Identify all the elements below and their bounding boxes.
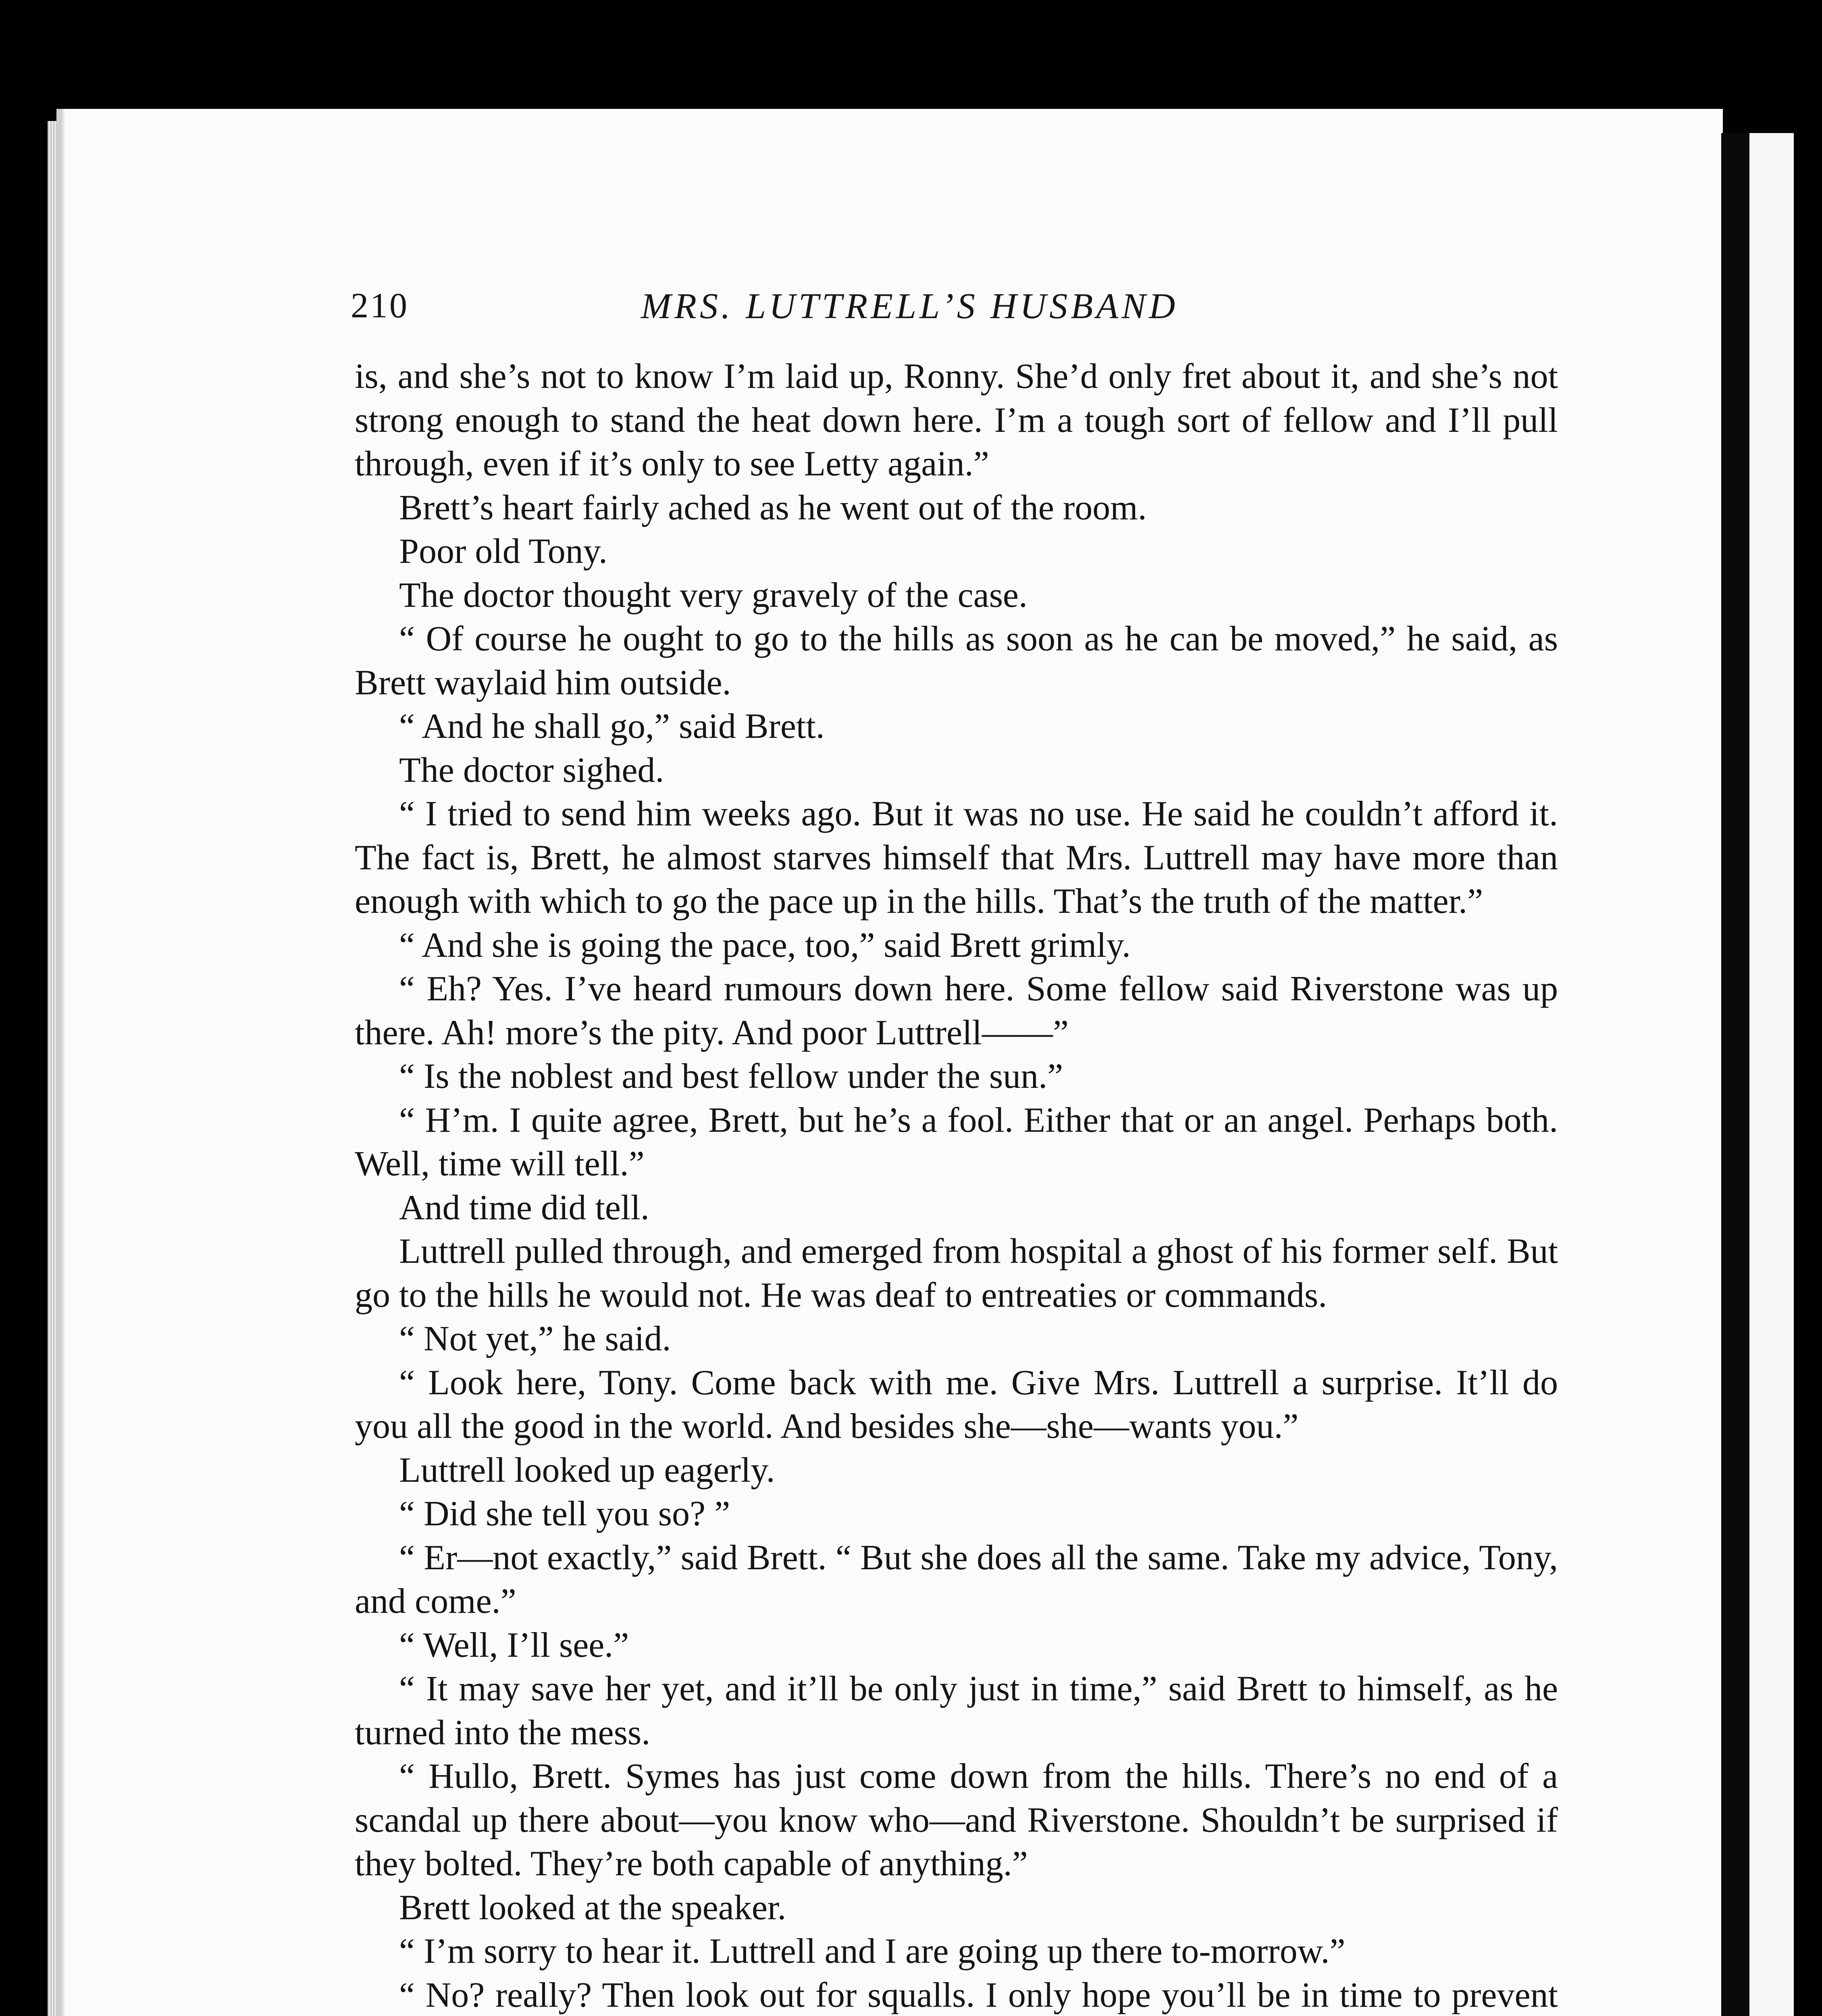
- paragraph: “ H’m. I quite agree, Brett, but he’s a fool. Either that or an angel. Perhaps both. Well, time will tell.”: [355, 1100, 1558, 1183]
- paragraph: “ Hullo, Brett. Symes has just come down from the hills. There’s no end of a scandal up there about—you know who—and Riverstone. Shouldn’t be surprised if they bolted. They’re both capable of anything.”: [355, 1757, 1558, 1883]
- paragraph: is, and she’s not to know I’m laid up, Ronny. She’d only fret about it, and she’s not strong enough to stand the heat down here. I’m a tough sort of fellow and I’ll pull through, even if it’s only to see Letty again.”: [355, 357, 1558, 483]
- paragraph: The doctor thought very gravely of the case.: [399, 575, 1027, 615]
- paragraph: “ No? really? Then look out for squalls. I only hope you’ll be in time to prevent: [399, 1975, 1558, 2015]
- page-stack-edge: [48, 121, 56, 2016]
- paragraph: “ Well, I’ll see.”: [399, 1625, 629, 1665]
- book-gutter: [1721, 133, 1749, 2016]
- paragraph: “ Er—not exactly,” said Brett. “ But she does all the same. Take my advice, Tony, and come.”: [355, 1538, 1558, 1621]
- paragraph: Brett looked at the speaker.: [399, 1888, 786, 1927]
- paragraph: “ And she is going the pace, too,” said Brett grimly.: [399, 925, 1131, 965]
- paragraph: “ And he shall go,” said Brett.: [399, 707, 825, 746]
- facing-page-sliver: [1749, 133, 1794, 2016]
- paragraph: Poor old Tony.: [399, 532, 607, 571]
- running-title: MRS. LUTTRELL’S HUSBAND: [641, 286, 1179, 326]
- paragraph: “ Is the noblest and best fellow under the sun.”: [399, 1057, 1063, 1096]
- paragraph: “ Not yet,” he said.: [399, 1319, 671, 1358]
- paragraph: The doctor sighed.: [399, 750, 664, 790]
- paragraph: And time did tell.: [399, 1188, 649, 1227]
- paragraph: “ I’m sorry to hear it. Luttrell and I are going up there to-morrow.”: [399, 1932, 1346, 1971]
- page-header: [351, 285, 1552, 330]
- paragraph: Luttrell looked up eagerly.: [399, 1450, 775, 1490]
- paragraph: Brett’s heart fairly ached as he went out of the room.: [399, 488, 1147, 527]
- paragraph: “ I tried to send him weeks ago. But it was no use. He said he couldn’t afford it. The fact is, Brett, he almost starves himself that Mrs. Luttrell may have more than enough with which to go the pace up in the hills. That’s the truth of the matter.”: [355, 794, 1558, 921]
- paragraph: “ Of course he ought to go to the hills as soon as he can be moved,” he said, as Brett waylaid him outside.: [355, 619, 1558, 702]
- paragraph: “ Eh? Yes. I’ve heard rumours down here. Some fellow said Riverstone was up there. Ah! more’s the pity. And poor Luttrell——”: [355, 969, 1558, 1052]
- paragraph: “ It may save her yet, and it’ll be only just in time,” said Brett to himself, as he turned into the mess.: [355, 1669, 1558, 1752]
- paragraph: “ Look here, Tony. Come back with me. Give Mrs. Luttrell a surprise. It’ll do you all the good in the world. And besides she—she—wants you.”: [355, 1363, 1558, 1446]
- page-number: 210: [351, 286, 409, 325]
- body-text: [355, 355, 1558, 2016]
- paragraph: “ Did she tell you so? ”: [399, 1494, 730, 1533]
- paragraph: Luttrell pulled through, and emerged from hospital a ghost of his former self. But go to the hills he would not. He was deaf to entreaties or commands.: [355, 1232, 1558, 1315]
